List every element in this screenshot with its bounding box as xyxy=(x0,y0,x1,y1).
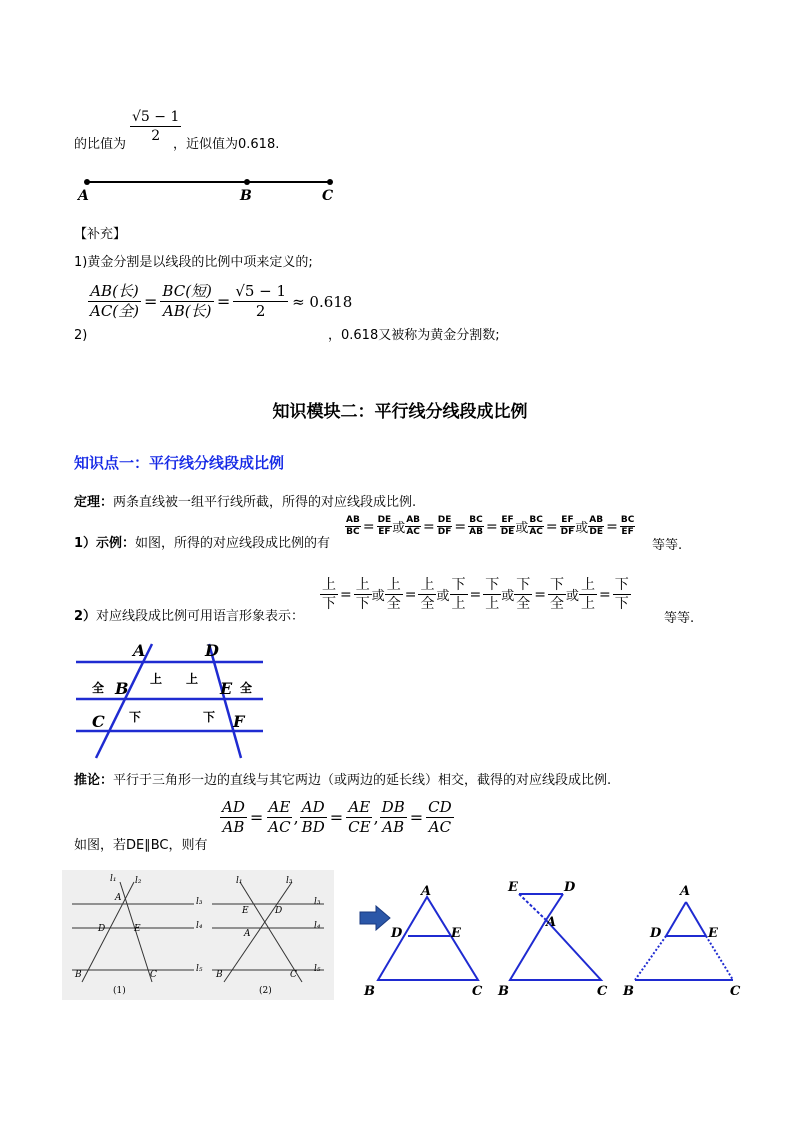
fraction xyxy=(320,578,338,611)
fraction xyxy=(345,516,361,537)
or-separator: 或 xyxy=(515,521,529,536)
photo1-l4: l₄ xyxy=(196,921,203,931)
fig1-label-f: F xyxy=(233,712,245,731)
example-fractions xyxy=(345,516,635,537)
equals-sign: = xyxy=(454,518,467,535)
or-separator: 或 xyxy=(501,589,515,604)
photo1-a: A xyxy=(115,893,122,903)
equals-sign: = xyxy=(362,518,375,535)
module2-title: 知识模块二：平行线分线段成比例 xyxy=(272,402,528,422)
fraction-numerator: 上 xyxy=(322,577,336,593)
or-separator: 或 xyxy=(392,521,406,536)
corollary-line xyxy=(74,773,611,789)
tri3-label-a: A xyxy=(680,884,691,899)
tri3-db-dotted xyxy=(635,936,666,980)
photo1-c: C xyxy=(150,970,157,980)
fraction-numerator: 下 xyxy=(516,577,531,593)
fraction-denominator: 全 xyxy=(420,596,435,612)
example-line xyxy=(74,536,330,552)
ratio-p1-den: AB xyxy=(222,818,245,836)
equals-sign: = xyxy=(599,586,611,603)
equals-sign: = xyxy=(545,518,558,535)
tri3-ad-line xyxy=(666,902,686,936)
eq-f3-den: 2 xyxy=(255,302,266,320)
ratio-p2-den: AC xyxy=(268,818,291,836)
fraction-numerator: AB xyxy=(406,515,421,525)
example-tail: 等等. xyxy=(652,538,683,553)
fraction xyxy=(437,516,453,537)
tri2-label-a: A xyxy=(546,915,557,930)
tri2-label-d: D xyxy=(564,880,576,895)
example-label: 1）示例： xyxy=(74,536,136,551)
photo1-caption: (1) xyxy=(113,986,126,996)
fraction-denominator: 全 xyxy=(386,596,401,612)
fig1-label-a: A xyxy=(133,641,146,660)
photo1-e: E xyxy=(134,924,141,934)
fig1-label-d: D xyxy=(205,641,219,660)
photo2-b: B xyxy=(216,970,223,980)
fraction-denominator: 全 xyxy=(549,596,564,612)
tri3-label-d: D xyxy=(650,926,662,941)
fraction-numerator: DE xyxy=(437,515,452,525)
lang-line xyxy=(74,609,304,625)
equals-sign: = xyxy=(469,586,482,603)
fraction-numerator: 下 xyxy=(451,577,466,593)
photo1-l5: l₅ xyxy=(196,964,203,974)
theorem-label: 定理： xyxy=(74,495,114,510)
fraction xyxy=(620,516,635,537)
eq-f2-num: BC(短) xyxy=(162,282,212,300)
point-b-dot xyxy=(244,179,250,185)
ratio-p3-num: AD xyxy=(301,798,325,816)
tri3-label-c: C xyxy=(730,984,741,999)
fraction-numerator: AB xyxy=(589,515,604,525)
label-a: A xyxy=(78,188,89,204)
golden-prefix: 的比值为 xyxy=(74,137,127,152)
ratio-p5-den: AB xyxy=(382,818,405,836)
fig1-label-xia-left: 下 xyxy=(129,710,142,724)
fraction-denominator: EF xyxy=(621,527,634,537)
fraction-numerator: 下 xyxy=(485,577,500,593)
fraction-numerator: 上 xyxy=(386,577,401,593)
parallel-lines-figure xyxy=(70,640,270,765)
fraction-numerator: 上 xyxy=(581,577,595,593)
eq-approx: ≈ 0.618 xyxy=(292,292,353,311)
photo2-e: E xyxy=(242,906,249,916)
golden-equation: $\frac{\text{AB(长)}}{\text{AC(全)}}$ = $\frac{\text{BC(短)}}{\text{AB(长)}}$ = $\frac{√5 - 1}{2}$ ≈ 0.618 xyxy=(90,282,353,320)
point-a-dot xyxy=(84,179,90,185)
fig1-label-quan-right: 全 xyxy=(240,681,253,695)
golden-frac-num: √5 − 1 xyxy=(132,109,180,125)
fraction xyxy=(588,516,604,537)
fraction-denominator: 全 xyxy=(516,596,531,612)
photo1-l1: l₁ xyxy=(110,874,117,884)
tri3-label-b: B xyxy=(623,984,634,999)
ratio-p2-num: AE xyxy=(268,798,291,816)
photo2-l1: l₁ xyxy=(236,876,243,886)
photo2-l3: l₃ xyxy=(314,897,321,907)
fraction xyxy=(514,578,532,611)
photo2-caption: (2) xyxy=(259,986,272,996)
fraction-denominator: 下 xyxy=(355,596,370,612)
if-text: 如图，若DE∥BC，则有 xyxy=(74,838,208,853)
supplement-item1: 1)黄金分割是以线段的比例中项来定义的; xyxy=(74,255,313,270)
fraction-denominator: 下 xyxy=(322,596,336,612)
tri3-label-e: E xyxy=(708,926,718,941)
tri1-label-e: E xyxy=(451,926,461,941)
fraction xyxy=(385,578,403,611)
fraction-denominator: 上 xyxy=(485,596,500,612)
fig1-label-c: C xyxy=(92,712,105,731)
photo1-l2: l₂ xyxy=(135,876,142,886)
fraction-numerator: BC xyxy=(529,515,543,525)
triangle-figure-2 xyxy=(500,880,615,990)
fig1-label-xia-right: 下 xyxy=(203,710,216,724)
golden-frac-den: 2 xyxy=(151,128,161,144)
fraction-denominator: AB xyxy=(469,527,483,537)
tri2-label-e: E xyxy=(508,880,518,895)
fraction xyxy=(468,516,484,537)
or-separator: 或 xyxy=(575,521,589,536)
or-separator: 或 xyxy=(565,589,579,604)
fraction xyxy=(579,578,597,611)
scanned-photo-figures xyxy=(62,870,334,1000)
fraction-denominator: AC xyxy=(406,527,420,537)
ratio-p6-num: CD xyxy=(428,798,452,816)
ratio-p4-den: CE xyxy=(348,818,371,836)
equals-sign: = xyxy=(606,518,618,535)
photo2-l3-top: l₃ xyxy=(286,876,293,886)
photo2-d: D xyxy=(275,906,283,916)
fig1-label-b: B xyxy=(115,679,129,698)
example-text: 如图，所得的对应线段成比例的有 xyxy=(135,536,331,551)
eq-f1-den: AC(全) xyxy=(90,302,140,320)
photo2-a: A xyxy=(244,929,251,939)
fraction-denominator: DE xyxy=(589,527,603,537)
fraction-denominator: 上 xyxy=(581,596,595,612)
photo1-d: D xyxy=(98,924,106,934)
tri2-label-b: B xyxy=(498,984,509,999)
equals-sign: = xyxy=(485,518,498,535)
tri3-ec-dotted xyxy=(706,936,733,980)
supplement-item2-prefix: 2) xyxy=(74,328,88,343)
point1-title: 知识点一：平行线分线段成比例 xyxy=(74,454,285,472)
golden-suffix: ，近似值为0.618. xyxy=(173,137,280,152)
equals-sign: = xyxy=(534,586,546,603)
fraction-denominator: DE xyxy=(500,527,515,537)
tri1-label-a: A xyxy=(421,884,432,899)
lang-text: 对应线段成比例可用语言形象表示： xyxy=(96,609,305,624)
tri3-ae-line xyxy=(686,902,706,936)
photo2-l4: l₄ xyxy=(314,921,321,931)
fraction-numerator: EF xyxy=(561,515,574,525)
corollary-label: 推论： xyxy=(74,773,114,788)
photo1-l3: l₃ xyxy=(196,897,203,907)
or-separator: 或 xyxy=(436,589,450,604)
eq-f2-den: AB(长) xyxy=(162,302,212,320)
ratio-p4-num: AE xyxy=(348,798,371,816)
fraction-numerator: 上 xyxy=(355,577,370,593)
tri2-label-c: C xyxy=(597,984,608,999)
fraction-denominator: DF xyxy=(437,527,452,537)
corollary-text: 平行于三角形一边的直线与其它两边（或两边的延长线）相交，截得的对应线段成比例. xyxy=(113,773,612,788)
point-c-dot xyxy=(327,179,333,185)
photo2-c: C xyxy=(290,970,297,980)
tri2-ea-dotted xyxy=(519,894,546,920)
lang-tail: 等等. xyxy=(664,611,695,626)
equals-sign: = xyxy=(404,586,417,603)
tri1-label-c: C xyxy=(472,984,483,999)
fraction-numerator: DE xyxy=(377,515,392,525)
fraction-denominator: 下 xyxy=(614,596,629,612)
ratio-p5-num: DB xyxy=(381,798,405,816)
photo2-l5: l₅ xyxy=(314,964,321,974)
fraction-numerator: AB xyxy=(346,515,360,525)
fraction-denominator: AC xyxy=(529,527,543,537)
fraction-numerator: 下 xyxy=(614,577,629,593)
fraction-denominator: DF xyxy=(560,527,575,537)
ratio-p3-den: BD xyxy=(301,818,325,836)
fig1-label-shang-right: 上 xyxy=(186,672,199,686)
equals-sign: = xyxy=(340,586,352,603)
fig1-label-e: E xyxy=(220,679,233,698)
photo1-b: B xyxy=(75,970,82,980)
or-separator: 或 xyxy=(371,589,385,604)
supplement-title: 【补充】 xyxy=(74,227,127,242)
ratio-p1-num: AD xyxy=(222,798,245,816)
fraction xyxy=(450,578,468,611)
fraction xyxy=(354,578,372,611)
fraction xyxy=(528,516,544,537)
fraction xyxy=(377,516,393,537)
fraction xyxy=(405,516,421,537)
fraction-numerator: 上 xyxy=(420,577,435,593)
fraction xyxy=(613,578,631,611)
fraction-denominator: EF xyxy=(378,527,391,537)
equals-sign: = xyxy=(423,518,435,535)
fraction-denominator: 上 xyxy=(451,596,466,612)
fraction xyxy=(483,578,501,611)
fraction-numerator: 下 xyxy=(549,577,564,593)
lang-fractions xyxy=(320,578,631,611)
fraction-numerator: BC xyxy=(469,515,483,525)
lang-label: 2） xyxy=(74,609,97,624)
fraction xyxy=(560,516,576,537)
tri1-label-d: D xyxy=(391,926,403,941)
eq-f3-num: √5 − 1 xyxy=(235,282,287,300)
fraction xyxy=(500,516,516,537)
tri1-label-b: B xyxy=(364,984,375,999)
fraction-numerator: EF xyxy=(501,515,514,525)
fraction-denominator: BC xyxy=(346,527,360,537)
eq-f1-num: AB(长) xyxy=(90,282,139,300)
fig1-label-shang-left: 上 xyxy=(150,672,163,686)
ratio-p6-den: AC xyxy=(428,818,452,836)
fraction xyxy=(418,578,436,611)
corollary-ratio: $\frac{AD}{AB}$ = $\frac{AE}{AC}$ , $\frac{AD}{BD}$ = $\frac{AE}{CE}$ , $\frac{DB}{AB}$ = $\frac{CD}{AC}$ xyxy=(222,798,452,836)
fraction xyxy=(548,578,566,611)
theorem-line xyxy=(74,495,416,511)
golden-segment-figure xyxy=(70,172,350,208)
supplement-item2-suffix: ，0.618又被称为黄金分割数; xyxy=(328,328,500,343)
theorem-text: 两条直线被一组平行线所截，所得的对应线段成比例. xyxy=(113,495,417,510)
fraction-numerator: BC xyxy=(620,515,635,525)
photo-background xyxy=(62,870,334,1000)
label-c: C xyxy=(322,188,334,204)
fig1-label-quan-left: 全 xyxy=(92,681,105,695)
label-b: B xyxy=(240,188,252,204)
